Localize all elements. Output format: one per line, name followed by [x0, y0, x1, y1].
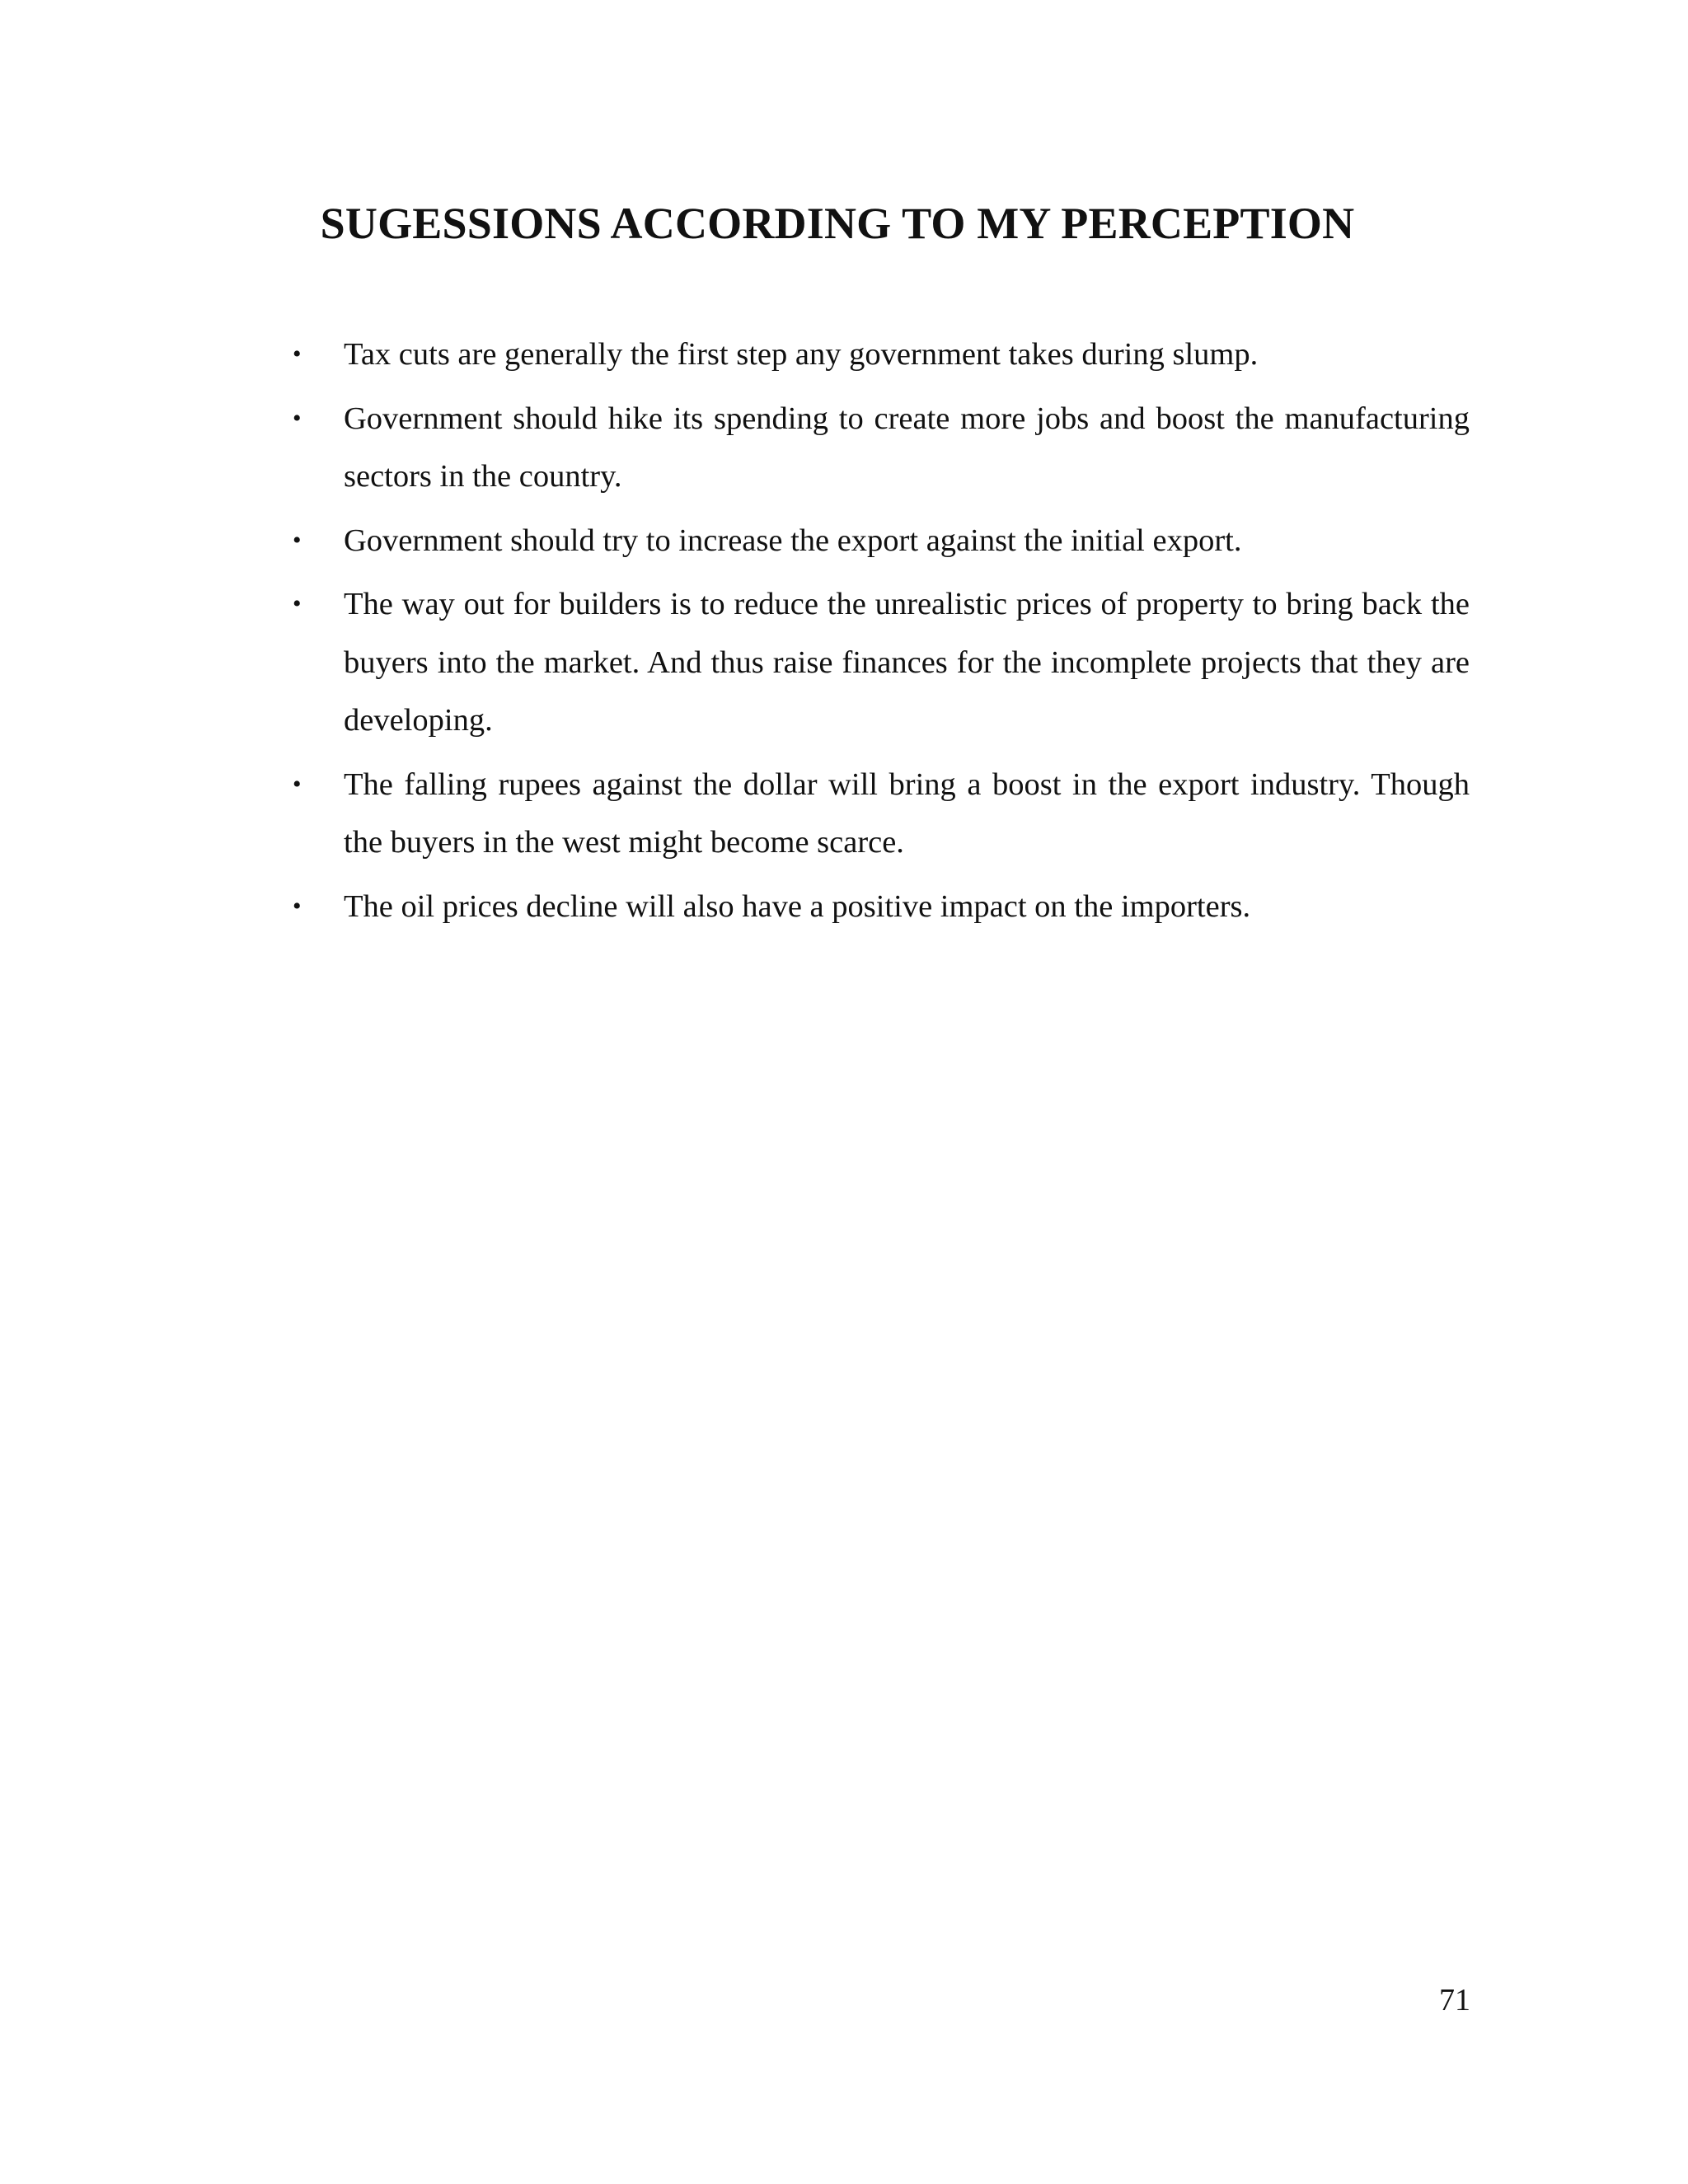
list-item [291, 878, 1470, 936]
bullet-icon [293, 878, 326, 936]
bullet-icon [293, 575, 326, 634]
bullet-icon [293, 756, 326, 814]
list-item-text: The falling rupees against the dollar will bring a boost in the export industry. Though the buyers in the west might become scarce. [344, 766, 1470, 860]
page-heading-text: SUGESSIONS ACCORDING TO MY PERCEPTION [320, 199, 1355, 248]
list-item [291, 390, 1470, 506]
list-item [291, 575, 1470, 750]
list-item-text: Tax cuts are generally the first step any government takes during slump. [344, 337, 1259, 372]
bullet-icon [293, 326, 326, 384]
list-item [291, 756, 1470, 872]
bullet-icon [293, 512, 326, 570]
page-number: 71 [1439, 1983, 1470, 2018]
list-item-text: Government should hike its spending to create more jobs and boost the manufacturing sectors in the country. [344, 401, 1470, 494]
list-item-text: The way out for builders is to reduce the unrealistic prices of property to bring back the buyers into the market. And thus raise finances for the incomplete projects that they are developing. [344, 587, 1470, 738]
page-heading [0, 194, 1688, 252]
list-item [291, 326, 1470, 384]
suggestion-list [291, 326, 1470, 941]
list-item-text: The oil prices decline will also have a positive impact on the importers. [344, 888, 1251, 924]
bullet-icon [293, 390, 326, 448]
list-item [291, 512, 1470, 570]
list-item-text: Government should try to increase the export against the initial export. [344, 523, 1242, 558]
